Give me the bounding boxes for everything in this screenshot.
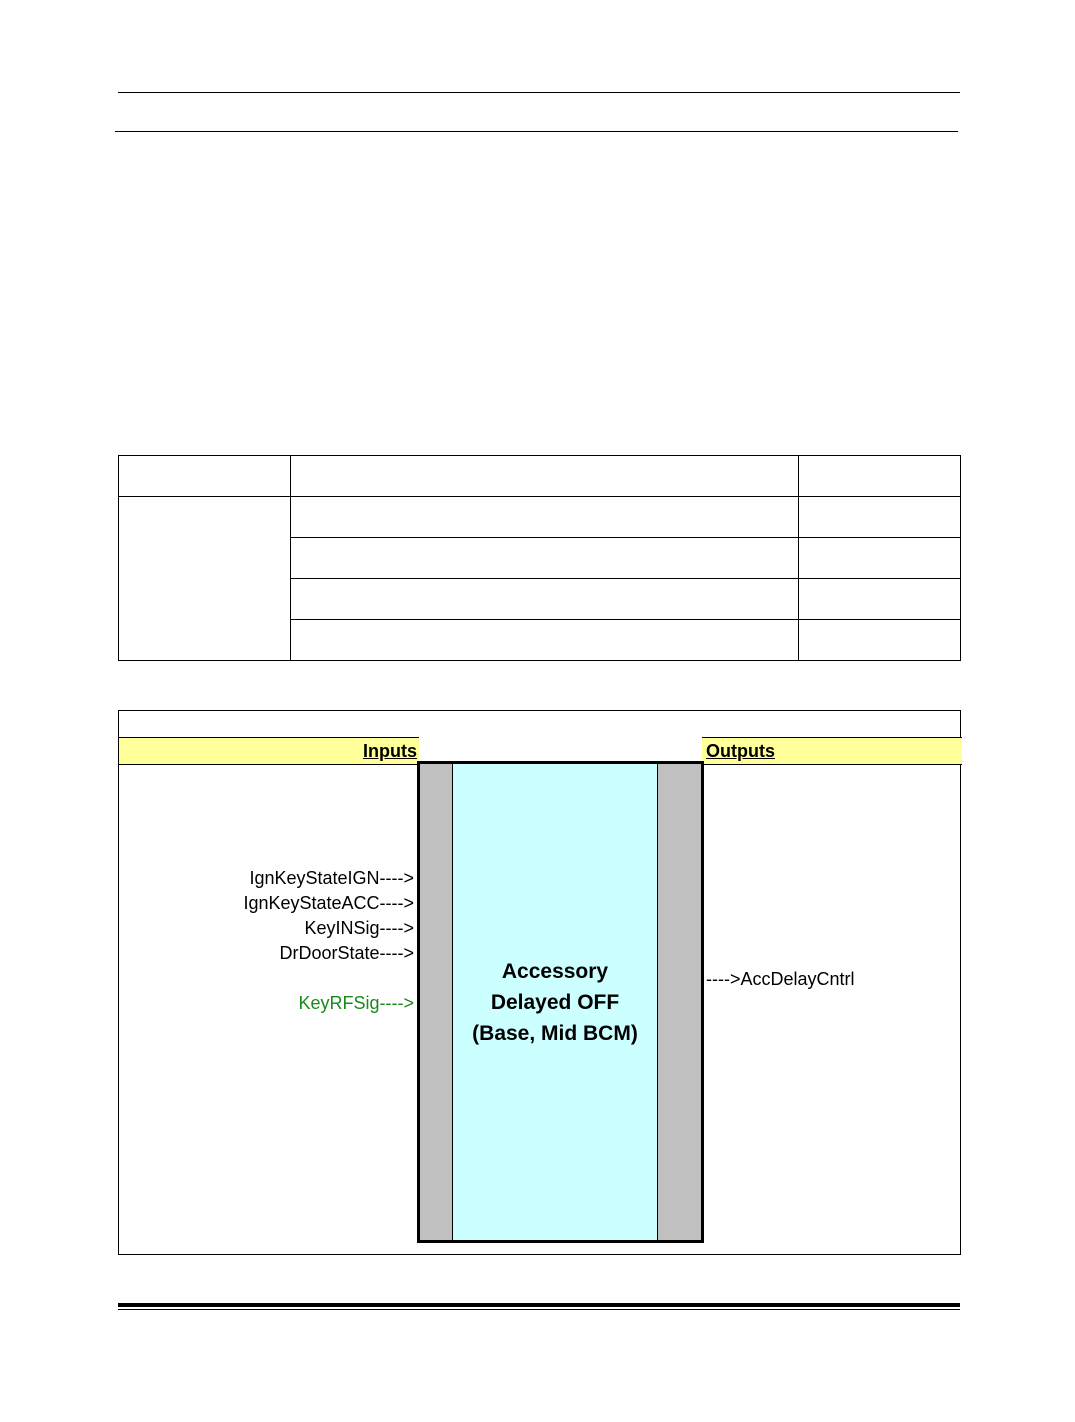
table-cell [119, 456, 291, 497]
function-block [417, 761, 704, 1243]
footer-rule-thin [118, 1309, 960, 1310]
input-signal-ign-key-state-ign: IgnKeyStateIGN----> [249, 868, 414, 888]
input-signal-ign-key-state-acc: IgnKeyStateACC----> [243, 893, 414, 913]
function-block-core [452, 764, 658, 1240]
header-rule-bottom [115, 131, 958, 132]
spec-table [118, 455, 961, 661]
footer-rule-thick [118, 1303, 960, 1307]
table-cell-merged [119, 497, 291, 661]
table-cell [799, 620, 961, 661]
inputs-header: Inputs [119, 737, 419, 765]
header-rule-top [118, 92, 960, 93]
table-cell [799, 497, 961, 538]
table-row [119, 497, 961, 538]
table-header-row [119, 456, 961, 497]
table-cell [290, 456, 798, 497]
table-cell [290, 538, 798, 579]
table-cell [290, 579, 798, 620]
input-signal-dr-door-state: DrDoorState----> [279, 943, 414, 963]
table-cell [290, 620, 798, 661]
input-signal-key-in-sig: KeyINSig----> [304, 918, 414, 938]
outputs-header: Outputs [702, 737, 962, 765]
table-cell [290, 497, 798, 538]
function-block-diagram [118, 710, 961, 1255]
function-block-title: Accessory Delayed OFF (Base, Mid BCM) [472, 959, 638, 1045]
output-signal-acc-delay-cntrl: ---->AccDelayCntrl [706, 969, 855, 989]
table-cell [799, 538, 961, 579]
table-cell [799, 579, 961, 620]
input-signal-key-rf-sig: KeyRFSig----> [298, 993, 414, 1013]
table-cell [799, 456, 961, 497]
